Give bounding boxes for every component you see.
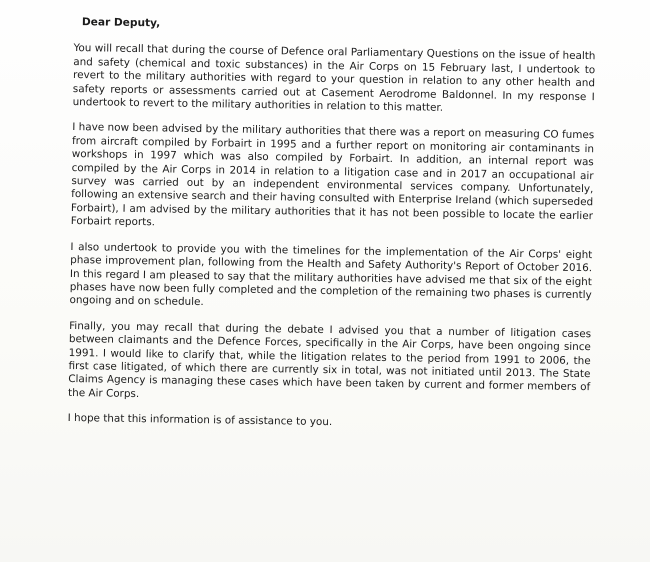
- paragraph-reports: I have now been advised by the military authorities that there was a report on measuring CO fumes from aircraft compiled by Forbairt in 1995 and a further report on monitoring air contaminants in workshops in 1997 which was also compiled by Forbairt. In addition, an internal report was compiled by the Air Corps in 2014 in relation to a litigation case and in 2017 an occupational air survey was carried out by an independent environmental services company. Unfortunately, following an extensive search and their having consulted with Enterprise Ireland (which superseded Forbairt), I am advised by the military authorities that it has not been possible to locate the earlier Forbairt reports.: [70, 121, 595, 229]
- paragraph-pq-revert: You will recall that during the course of Defence oral Parliamentary Questions on the issue of health and safety (chemical and toxic substances) in the Air Corps on 15 February last, I undertook to revert to the military authorities with regard to your question in relation to any other health and safety reports or assessments carried out at Casement Aerodrome Baldonnel. In my response I undertook to revert to the military authorities in relation to this matter.: [72, 42, 596, 114]
- closing-line: I hope that this information is of assistance to you.: [67, 412, 333, 429]
- salutation: Dear Deputy,: [81, 16, 161, 30]
- paragraph-improvement-plan: I also undertook to provide you with the timelines for the implementation of the Air Corps' eight phase improvement plan, following from the Health and Safety Authority's Report of October 2016. In this regard I am pleased to say that the military authorities have advised me that six of the eight phases have now been fully completed and the completion of the remaining two phases is currently ongoing and on schedule.: [69, 240, 593, 309]
- paragraph-litigation: Finally, you may recall that during the debate I advised you that a number of litigation cases between claimants and the Defence Forces, specifically in the Air Corps, have been ongoing since 1991. I would like to clarify that, while the litigation relates to the period from 1991 to 2006, the first case litigated, of which there are currently six in total, was not initiated until 2013. The State Claims Agency is managing these cases which have been taken by current and former members of the Air Corps.: [67, 319, 592, 400]
- letter-body: [68, 16, 596, 434]
